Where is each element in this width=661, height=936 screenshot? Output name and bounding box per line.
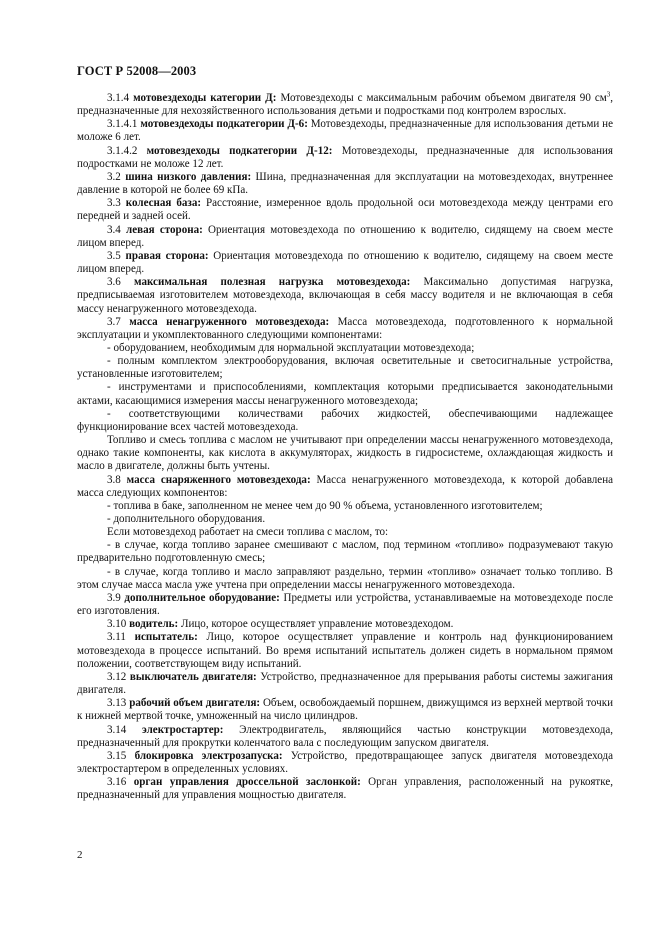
definition-continued: , предназначенные для нехозяйственного использования детьми и подростками под контролем взрослых. xyxy=(77,92,613,118)
definition: Расстояние, измеренное вдоль продольной оси мотовездехода между центрами его передней и задней осей. xyxy=(77,197,614,223)
list-item xyxy=(77,539,613,565)
definition: Мотовездеходы с максимальным рабочим объемом двигателя 90 см xyxy=(280,92,607,104)
paragraph-3-7 xyxy=(77,316,613,342)
clause-number: 3.5 xyxy=(107,249,121,262)
definition: Объем, освобождаемый поршнем, движущимся из верхней мертвой точки к нижней мертвой точке, умноженный на число цилиндров. xyxy=(77,697,613,723)
list-item xyxy=(77,408,613,434)
term: мотовездеходы категории Д: xyxy=(133,92,277,104)
term: орган управления дроссельной заслонкой: xyxy=(133,776,361,789)
definition: Лицо, которое осуществляет управление и контроль над функционированием мотовездехода в процессе испытаний. Во время испытаний испытатель должен сидеть в нормальном прямом положении, соответствующем виду испытаний. xyxy=(77,631,613,670)
paragraph-3-10 xyxy=(77,618,613,631)
document-body xyxy=(77,92,613,802)
list-item-text: - оборудованием, необходимым для нормальной эксплуатации мотовездехода; xyxy=(107,341,475,354)
list-item xyxy=(77,355,613,381)
paragraph-text: Если мотовездеход работает на смеси топлива с маслом, то: xyxy=(107,526,389,539)
paragraph-3-1-4 xyxy=(77,92,613,118)
clause-number: 3.16 xyxy=(107,776,127,789)
definition: Мотовездеходы, предназначенные для использования подростками не моложе 12 лет. xyxy=(77,144,613,170)
list-item xyxy=(77,513,613,526)
paragraph-3-5 xyxy=(77,250,613,276)
term: колесная база: xyxy=(125,197,202,210)
term: блокировка электрозапуска: xyxy=(134,749,283,762)
paragraph-3-13 xyxy=(77,697,613,723)
definition: Шина, предназначенная для эксплуатации на мотовездеходах, внутреннее давление в которой не более 69 кПа. xyxy=(77,170,613,197)
clause-number: 3.15 xyxy=(107,749,127,762)
clause-number: 3.11 xyxy=(107,631,126,644)
paragraph-3-2 xyxy=(77,171,613,197)
list-item-text: - полным комплектом электрооборудования, включая осветительные и светосигнальные устройства, установленные изготовителем; xyxy=(77,355,613,381)
superscript: 3 xyxy=(606,90,611,99)
paragraph-3-3 xyxy=(77,197,613,223)
clause-number: 3.12 xyxy=(107,670,127,683)
paragraph-3-14 xyxy=(77,724,613,750)
clause-number: 3.1.4.2 xyxy=(107,144,138,157)
clause-number: 3.9 xyxy=(107,591,121,604)
definition: Ориентация мотовездехода по отношению к водителю, сидящему на своем месте лицом вперед. xyxy=(77,249,613,276)
definition: Масса мотовездехода, подготовленного к нормальной эксплуатации и укомплектованного следующими компонентами: xyxy=(77,315,613,341)
list-item-text: - дополнительного оборудования. xyxy=(107,513,266,525)
page-number: 2 xyxy=(77,849,83,861)
paragraph-mixture-intro xyxy=(77,526,613,539)
clause-number: 3.14 xyxy=(107,723,127,736)
clause-number: 3.1.4 xyxy=(107,92,130,104)
paragraph-3-4 xyxy=(77,224,613,250)
definition: Электродвигатель, являющийся частью конструкции мотовездехода, предназначенный для прокрутки коленчатого вала с последующим запуском двигателя. xyxy=(77,723,613,749)
definition: Предметы или устройства, устанавливаемые на мотовездеходе после его изготовления. xyxy=(77,591,614,618)
paragraph-3-16 xyxy=(77,776,613,802)
list-item-text: - инструментами и приспособлениями, комплектация которыми предписывается законодательными актами, касающимися измерения массы ненагруженного мотовездехода; xyxy=(77,381,613,407)
page-header: ГОСТ Р 52008—2003 xyxy=(77,64,197,78)
paragraph-3-1-4-2 xyxy=(77,145,613,171)
term: масса снаряженного мотовездехода: xyxy=(126,473,311,486)
clause-number: 3.2 xyxy=(107,170,121,183)
list-item xyxy=(77,566,613,592)
paragraph-3-6 xyxy=(77,276,613,315)
paragraph-3-11 xyxy=(77,631,613,670)
paragraph-3-15 xyxy=(77,750,613,776)
clause-number: 3.7 xyxy=(107,315,121,328)
definition: Орган управления, расположенный на рукоятке, предназначенный для управления мощностью двигателя. xyxy=(77,776,614,802)
list-item-text: - в случае, когда топливо заранее смешивают с маслом, под термином «топливо» подразумевают такую предварительно подготовленную смесь; xyxy=(77,539,613,565)
paragraph-3-12 xyxy=(77,671,613,697)
clause-number: 3.10 xyxy=(107,618,127,631)
definition: Максимально допустимая нагрузка, предписываемая изготовителем мотовездехода, включающая в себя массу водителя и не включающая в себя массу ненагруженного мотовездехода. xyxy=(77,276,614,315)
clause-number: 3.8 xyxy=(107,473,121,486)
paragraph-fuel-note xyxy=(77,434,613,473)
term: дополнительное оборудование: xyxy=(124,591,280,604)
term: испытатель: xyxy=(134,631,198,644)
list-item xyxy=(77,381,613,407)
definition: Мотовездеходы, предназначенные для использования детьми не моложе 6 лет. xyxy=(77,118,613,144)
paragraph-3-1-4-1 xyxy=(77,118,613,144)
paragraph-text: Топливо и смесь топлива с маслом не учитывают при определении массы ненагруженного мотовездехода, однако такие компоненты, как кислота в аккумуляторах, жидкость в гидросистеме, охлаждающая жидкость и масло в двигателе, должны быть учтены. xyxy=(77,434,613,473)
list-item xyxy=(77,342,613,355)
clause-number: 3.4 xyxy=(107,223,121,236)
clause-number: 3.3 xyxy=(107,197,121,210)
list-item-text: - в случае, когда топливо и масло заправляют раздельно, термин «топливо» означает только топливо. В этом случае масса масла уже учтена при определении массы ненагруженного мотовездехода. xyxy=(77,565,613,591)
paragraph-3-9 xyxy=(77,592,613,618)
term: масса ненагруженного мотовездехода: xyxy=(129,315,330,328)
clause-number: 3.6 xyxy=(107,276,121,289)
clause-number: 3.13 xyxy=(107,697,127,710)
term: выключатель двигателя: xyxy=(129,670,257,683)
term: рабочий объем двигателя: xyxy=(129,697,261,710)
definition: Устройство, предназначенное для прерывания работы системы зажигания двигателя. xyxy=(77,670,614,697)
term: мотовездеходы подкатегории Д-6: xyxy=(140,118,308,131)
list-item-text: - топлива в баке, заполненном не менее чем до 90 % объема, установленного изготовителем; xyxy=(107,499,543,512)
list-item xyxy=(77,500,613,513)
term: мотовездеходы подкатегории Д-12: xyxy=(146,144,333,157)
list-item-text: - соответствующими количествами рабочих жидкостей, обеспечивающими надлежащее функционирование всех частей мотовездехода. xyxy=(77,407,613,433)
term: правая сторона: xyxy=(125,249,209,262)
term: электростартер: xyxy=(142,723,224,736)
term: левая сторона: xyxy=(126,223,203,236)
term: максимальная полезная нагрузка мотовездехода: xyxy=(134,276,411,289)
term: шина низкого давления: xyxy=(125,170,252,183)
definition: Устройство, предотвращающее запуск двигателя мотовездехода электростартером в определенных условиях. xyxy=(77,749,613,775)
definition: Лицо, которое осуществляет управление мотовездеходом. xyxy=(180,618,454,631)
definition: Ориентация мотовездехода по отношению к водителю, сидящему на своем месте лицом вперед. xyxy=(77,223,613,249)
term: водитель: xyxy=(129,618,179,631)
clause-number: 3.1.4.1 xyxy=(107,118,138,131)
definition: Масса ненагруженного мотовездехода, к которой добавлена масса следующих компонентов: xyxy=(77,473,614,499)
paragraph-3-8 xyxy=(77,474,613,500)
